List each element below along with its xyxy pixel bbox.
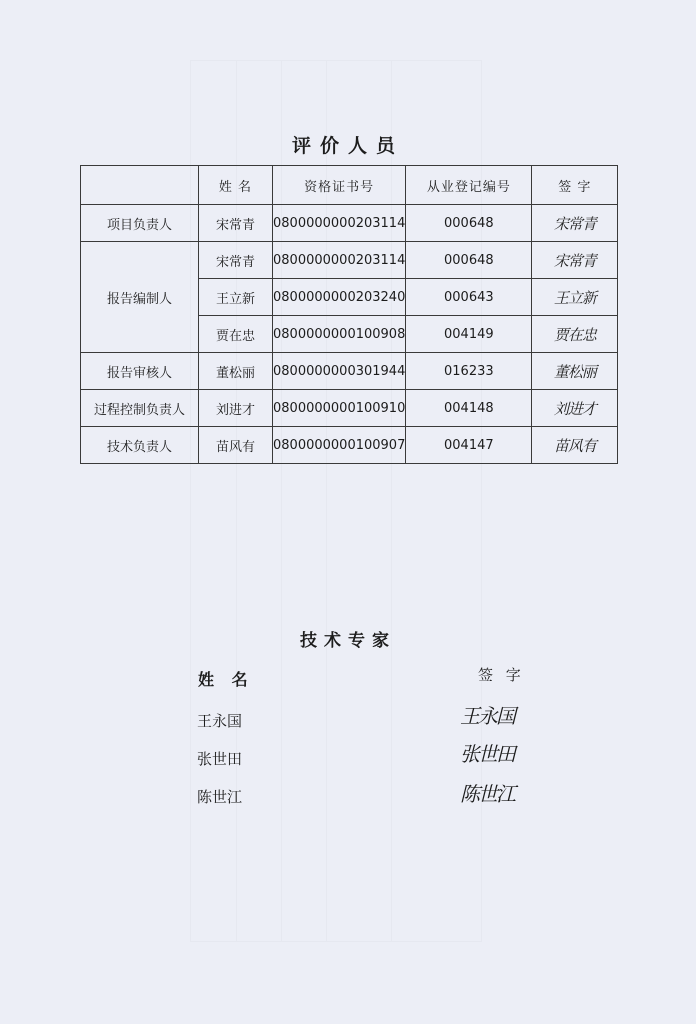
header-cert-number: 资格证书号 <box>273 166 406 205</box>
reg-cell: 000648 <box>406 205 532 242</box>
header-role <box>81 166 199 205</box>
handwritten-signature: 贾在忠 <box>553 325 596 344</box>
reg-cell: 004147 <box>406 427 532 464</box>
handwritten-signature: 刘进才 <box>553 399 596 418</box>
handwritten-signature: 王立新 <box>553 288 596 307</box>
handwritten-signature: 宋常青 <box>553 214 596 233</box>
table-row <box>81 427 618 464</box>
name-cell: 宋常青 <box>199 242 273 279</box>
expert-handwritten-signature: 张世田 <box>460 742 514 766</box>
header-registration-number: 从业登记编号 <box>406 166 532 205</box>
table-row <box>81 242 618 279</box>
cert-cell: 0800000000100907 <box>273 427 406 464</box>
signature-cell <box>532 353 618 390</box>
signature-cell <box>532 316 618 353</box>
reg-cell: 004149 <box>406 316 532 353</box>
expert-handwritten-signature: 王永国 <box>460 704 514 728</box>
expert-name: 王永国 <box>197 712 243 730</box>
table-row <box>81 353 618 390</box>
reg-cell: 004148 <box>406 390 532 427</box>
handwritten-signature: 董松丽 <box>553 362 596 381</box>
table-header-row <box>81 166 618 205</box>
reg-cell: 000643 <box>406 279 532 316</box>
header-signature: 签 字 <box>532 166 618 205</box>
signature-cell <box>532 427 618 464</box>
name-cell: 王立新 <box>199 279 273 316</box>
expert-name-header: 姓 名 <box>198 670 254 689</box>
name-cell: 刘进才 <box>199 390 273 427</box>
table-row <box>81 205 618 242</box>
role-cell: 技术负责人 <box>81 427 199 464</box>
expert-name: 陈世江 <box>197 788 243 806</box>
role-cell: 过程控制负责人 <box>81 390 199 427</box>
reg-cell: 000648 <box>406 242 532 279</box>
signature-cell <box>532 242 618 279</box>
handwritten-signature: 苗风有 <box>553 436 596 455</box>
cert-cell: 0800000000100908 <box>273 316 406 353</box>
name-cell: 董松丽 <box>199 353 273 390</box>
section-title-evaluators: 评价人员 <box>291 135 404 157</box>
cert-cell: 0800000000203114 <box>273 242 406 279</box>
section-title-technical-experts: 技术专家 <box>300 631 396 651</box>
header-name: 姓 名 <box>199 166 273 205</box>
role-cell: 报告审核人 <box>81 353 199 390</box>
signature-cell <box>532 279 618 316</box>
evaluators-table <box>80 165 618 464</box>
expert-signature-header: 签 字 <box>478 666 525 684</box>
reg-cell: 016233 <box>406 353 532 390</box>
name-cell: 苗风有 <box>199 427 273 464</box>
expert-handwritten-signature: 陈世江 <box>460 782 514 806</box>
signature-cell <box>532 390 618 427</box>
cert-cell: 0800000000100910 <box>273 390 406 427</box>
role-cell: 报告编制人 <box>81 242 199 353</box>
handwritten-signature: 宋常青 <box>553 251 596 270</box>
signature-cell <box>532 205 618 242</box>
cert-cell: 0800000000203240 <box>273 279 406 316</box>
name-cell: 宋常青 <box>199 205 273 242</box>
expert-name: 张世田 <box>197 750 243 768</box>
cert-cell: 0800000000301944 <box>273 353 406 390</box>
table-row <box>81 390 618 427</box>
cert-cell: 0800000000203114 <box>273 205 406 242</box>
role-cell: 项目负责人 <box>81 205 199 242</box>
name-cell: 贾在忠 <box>199 316 273 353</box>
